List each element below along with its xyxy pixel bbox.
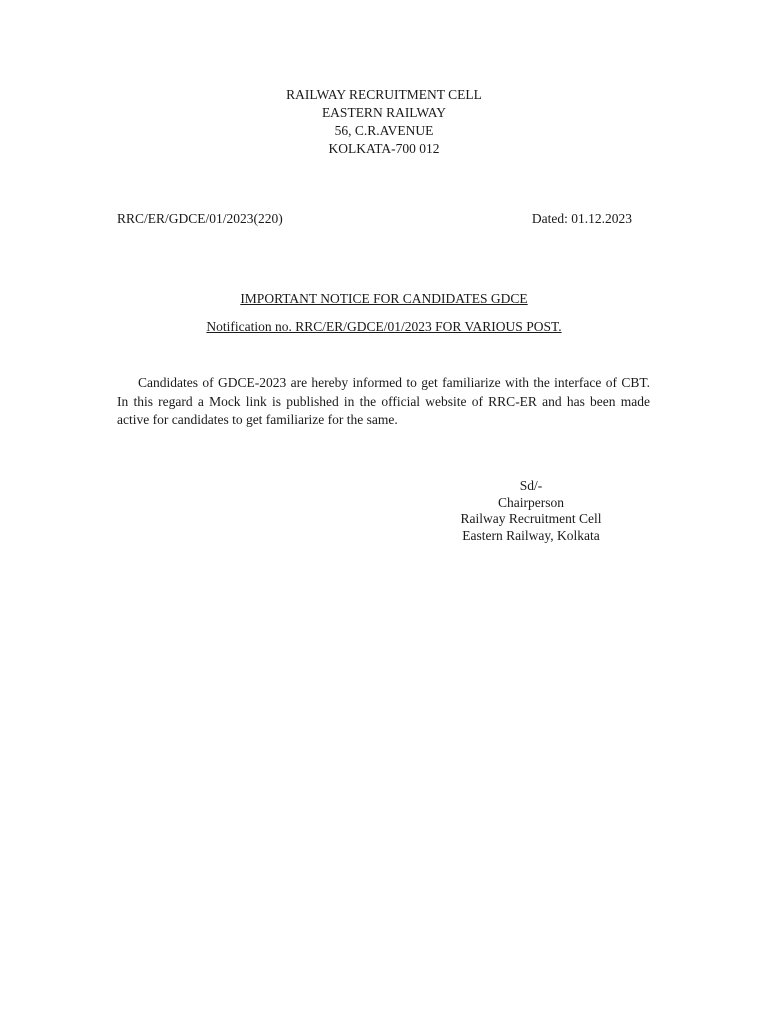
notice-subtitle: Notification no. RRC/ER/GDCE/01/2023 FOR VARIOUS POST. (206, 319, 562, 334)
signature-sd: Sd/- (519, 478, 543, 493)
letterhead (0, 86, 768, 158)
letterhead-city: KOLKATA-700 012 (328, 141, 440, 156)
reference-number: RRC/ER/GDCE/01/2023(220) (117, 211, 283, 226)
reference-date: Dated: 01.12.2023 (531, 211, 632, 226)
signature-office: Railway Recruitment Cell (460, 511, 602, 526)
reference-row (117, 211, 632, 229)
signature-designation: Chairperson (498, 494, 564, 510)
signature-location: Eastern Railway, Kolkata (462, 527, 600, 543)
letterhead-railway: EASTERN RAILWAY (321, 105, 447, 120)
letterhead-address: 56, C.R.AVENUE (334, 123, 434, 138)
notice-title: IMPORTANT NOTICE FOR CANDIDATES GDCE (240, 291, 528, 306)
letterhead-organization: RAILWAY RECRUITMENT CELL (286, 87, 482, 102)
notice-body: Candidates of GDCE-2023 are hereby informed to get familiarize with the interface of CBT. In this regard a Mock link is published in the official website of RRC-ER and has been made active for candidates to get familiarize for the same. (117, 375, 650, 427)
signature-block (431, 478, 631, 544)
